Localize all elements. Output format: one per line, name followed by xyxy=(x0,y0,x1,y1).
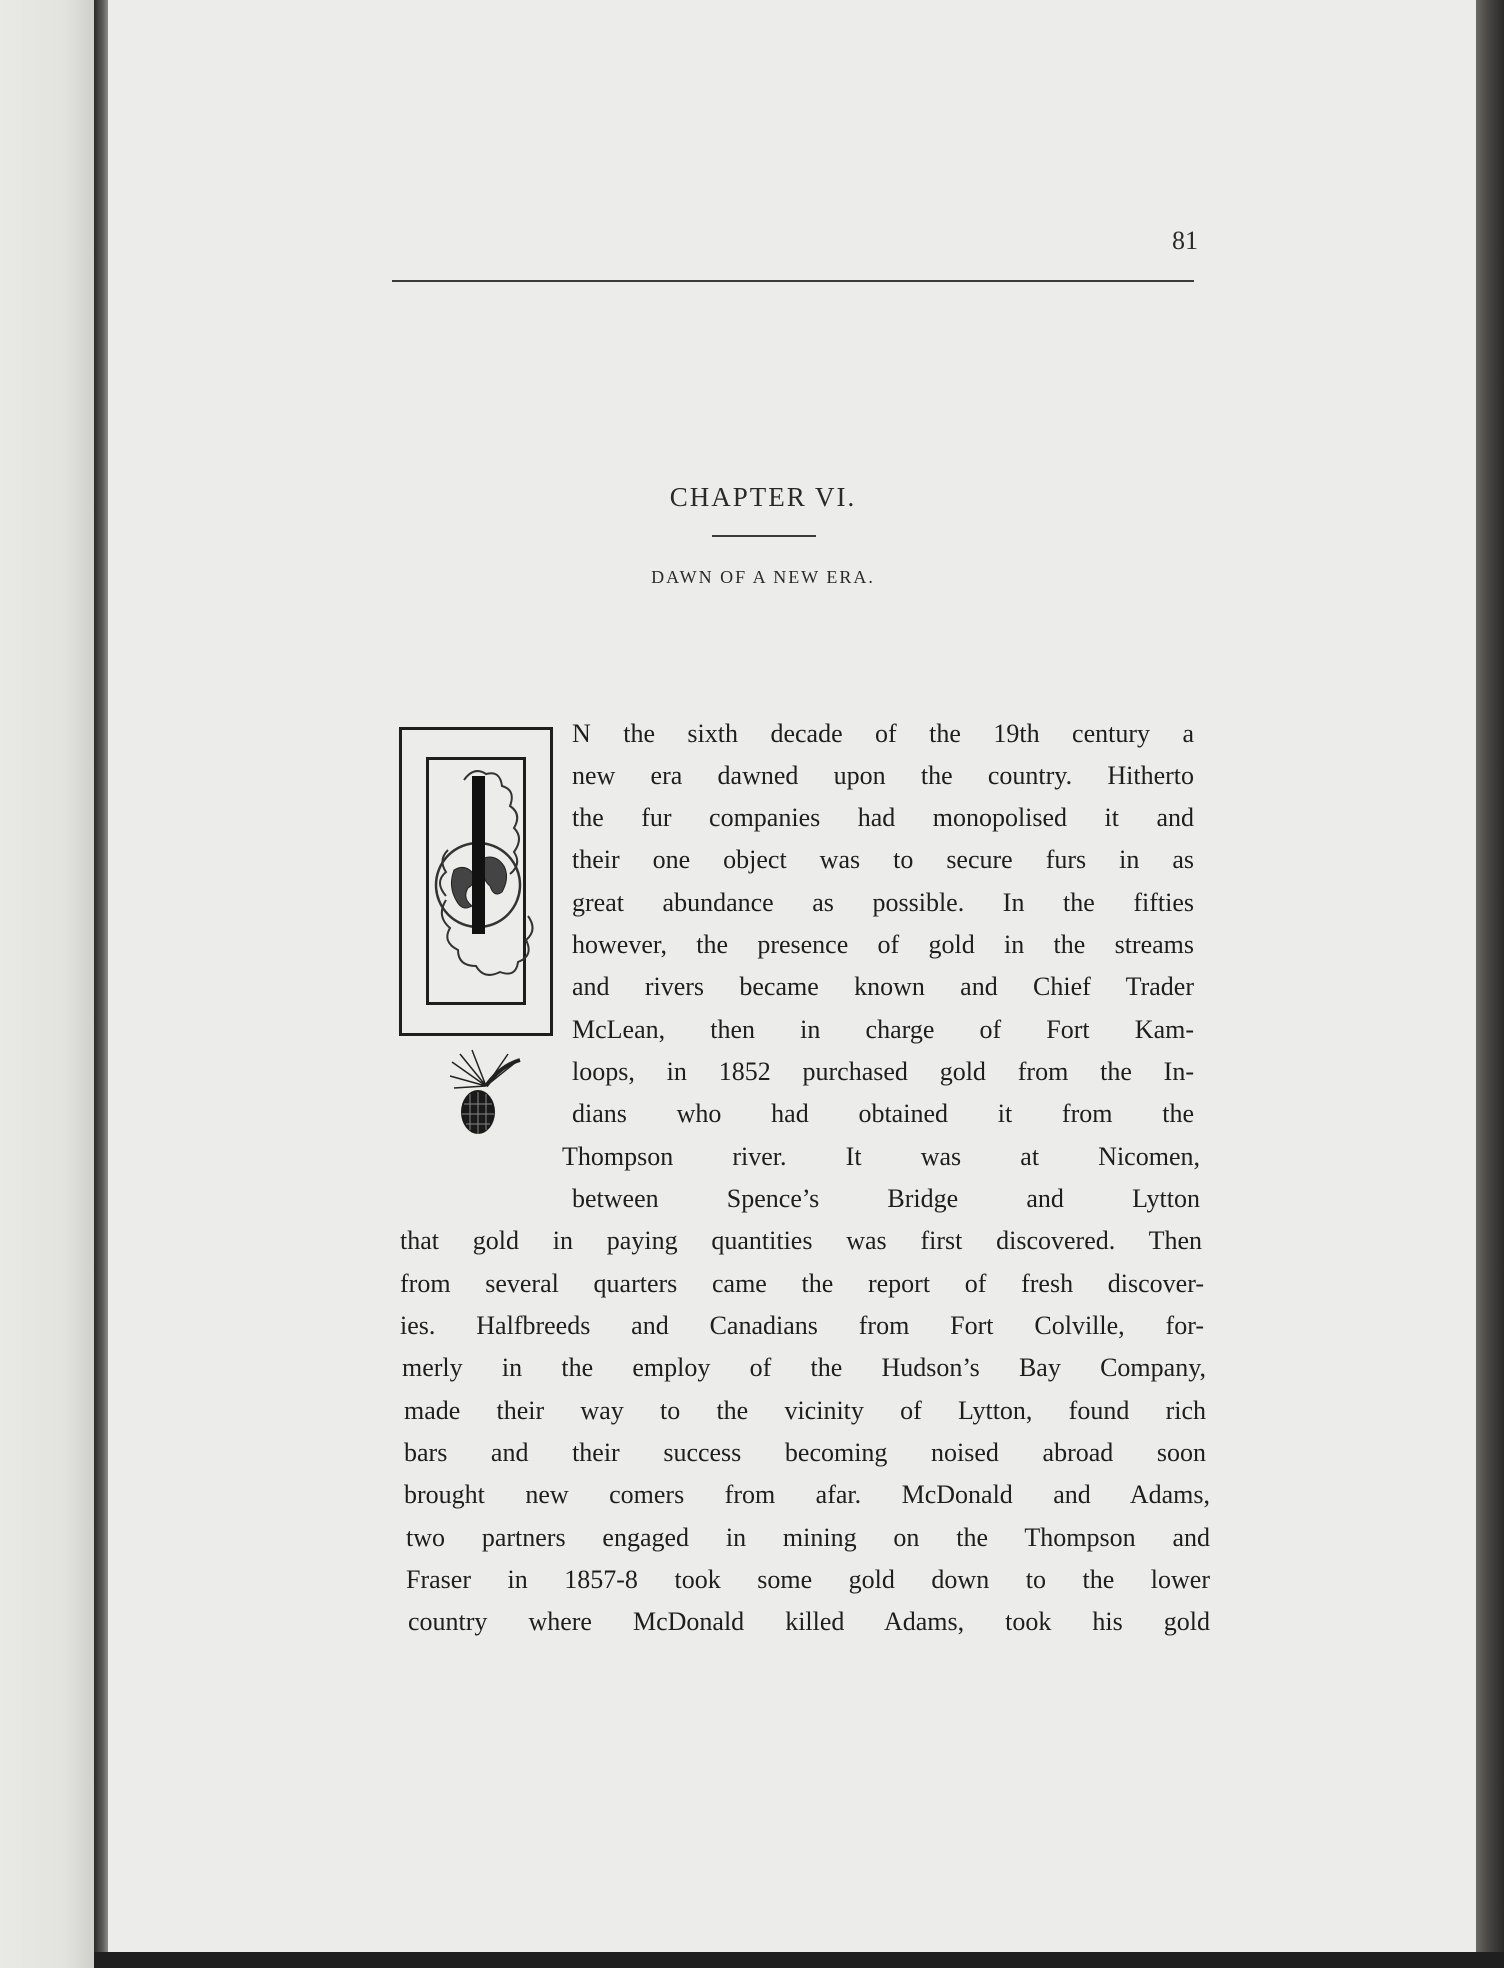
page-number: 81 xyxy=(1172,226,1198,255)
text-line: new era dawned upon the country. Hitherto xyxy=(572,761,1194,790)
text-line: dians who had obtained it from the xyxy=(572,1099,1194,1128)
text-line: Fraser in 1857-8 took some gold down to the lower xyxy=(406,1565,1210,1594)
pinecone-icon xyxy=(446,1048,528,1140)
text-line: the fur companies had monopolised it and xyxy=(572,803,1194,832)
text-line: country where McDonald killed Adams, took his gold xyxy=(408,1607,1210,1636)
title-rule xyxy=(712,535,816,537)
text-line: two partners engaged in mining on the Thompson and xyxy=(406,1523,1210,1552)
text-line: Thompson river. It was at Nicomen, xyxy=(562,1142,1200,1171)
text-line: merly in the employ of the Hudson’s Bay Company, xyxy=(402,1353,1206,1382)
text-line: made their way to the vicinity of Lytton, found rich xyxy=(404,1396,1206,1425)
text-line: N the sixth decade of the 19th century a xyxy=(572,719,1194,748)
drop-cap-initial xyxy=(399,727,553,1036)
text-line: from several quarters came the report of fresh discover- xyxy=(400,1269,1204,1298)
text-line: however, the presence of gold in the streams xyxy=(572,930,1194,959)
header-rule xyxy=(392,280,1194,282)
text-line: loops, in 1852 purchased gold from the In- xyxy=(572,1057,1194,1086)
chapter-title: CHAPTER VI. xyxy=(669,482,857,512)
text-line: brought new comers from afar. McDonald and Adams, xyxy=(404,1480,1210,1509)
page-right-edge xyxy=(1476,0,1504,1968)
text-line: that gold in paying quantities was first discovered. Then xyxy=(400,1226,1202,1255)
text-line: ies. Halfbreeds and Canadians from Fort Colville, for- xyxy=(400,1311,1204,1340)
text-line: bars and their success becoming noised abroad soon xyxy=(404,1438,1206,1467)
text-line: between Spence’s Bridge and Lytton xyxy=(572,1184,1200,1213)
text-line: their one object was to secure furs in as xyxy=(572,845,1194,874)
book-gutter xyxy=(94,0,108,1968)
chapter-subtitle: DAWN OF A NEW ERA. xyxy=(651,567,875,587)
globe-and-clouds-icon xyxy=(402,730,556,1039)
initial-letter: I xyxy=(478,754,479,755)
text-line: great abundance as possible. In the fifties xyxy=(572,888,1194,917)
text-line: McLean, then in charge of Fort Kam- xyxy=(572,1015,1194,1044)
facing-page-edge xyxy=(0,0,94,1968)
text-line: and rivers became known and Chief Trader xyxy=(572,972,1194,1001)
page-bottom-edge xyxy=(94,1952,1504,1968)
